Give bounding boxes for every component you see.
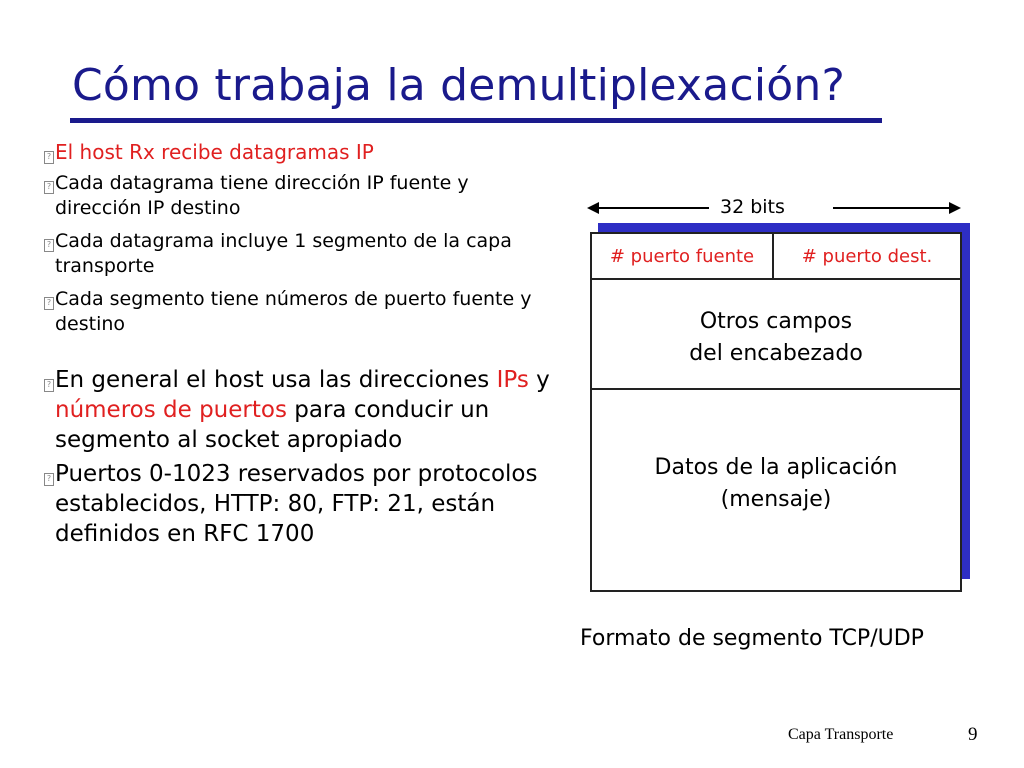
bullet-item	[44, 140, 604, 165]
bit-width-label: 32 bits	[720, 196, 785, 218]
segment-format-box	[590, 232, 962, 592]
bullet-item	[44, 171, 604, 221]
source-port-field: # puerto fuente	[592, 234, 774, 280]
other-fields-line2: del encabezado	[689, 341, 863, 366]
other-header-fields	[592, 280, 960, 390]
bullet-text: Puertos 0-1023 reservados por protocolos establecidos, HTTP: 80, FTP: 21, están definidos en RFC 1700	[55, 461, 538, 547]
bullet-text: Cada datagrama incluye 1 segmento de la capa transporte	[55, 230, 512, 277]
bullet-text-part: para conducir un segmento al socket apropiado	[55, 397, 490, 453]
bullet-text	[55, 365, 565, 455]
bullet-icon: ?	[44, 151, 54, 164]
bullet-text-part: En general el host usa las direcciones	[55, 367, 497, 393]
bullet-list	[44, 140, 604, 549]
other-fields-line1: Otros campos	[699, 309, 853, 334]
bullet-text: El host Rx recibe datagramas IP	[55, 140, 374, 164]
bullet-icon: ?	[44, 297, 54, 310]
footer-label: Capa Transporte	[788, 726, 894, 743]
bullet-icon: ?	[44, 473, 54, 486]
title-underline	[70, 118, 882, 123]
data-line1: Datos de la aplicación	[654, 455, 898, 480]
page-number: 9	[968, 724, 978, 745]
data-line2: (mensaje)	[720, 487, 832, 512]
application-data-field	[592, 390, 960, 590]
left-arrow-head	[587, 202, 599, 214]
slide-title: Cómo trabaja la demultiplexación?	[72, 60, 846, 111]
highlight-ports: números de puertos	[55, 397, 287, 423]
bullet-icon: ?	[44, 379, 54, 392]
dest-port-field: # puerto dest.	[774, 234, 960, 280]
highlight-ips: IPs	[496, 367, 529, 393]
bullet-item	[44, 229, 604, 279]
diagram-caption: Formato de segmento TCP/UDP	[580, 626, 924, 651]
bullet-icon: ?	[44, 181, 54, 194]
bullet-item	[44, 459, 604, 549]
bullet-item	[44, 365, 604, 455]
bullet-icon: ?	[44, 239, 54, 252]
right-arrow-head	[949, 202, 961, 214]
bullet-text: Cada datagrama tiene dirección IP fuente y dirección IP destino	[55, 172, 469, 219]
bullet-text-part: y	[528, 367, 550, 393]
bullet-text: Cada segmento tiene números de puerto fuente y destino	[55, 288, 532, 335]
bullet-item	[44, 287, 604, 337]
